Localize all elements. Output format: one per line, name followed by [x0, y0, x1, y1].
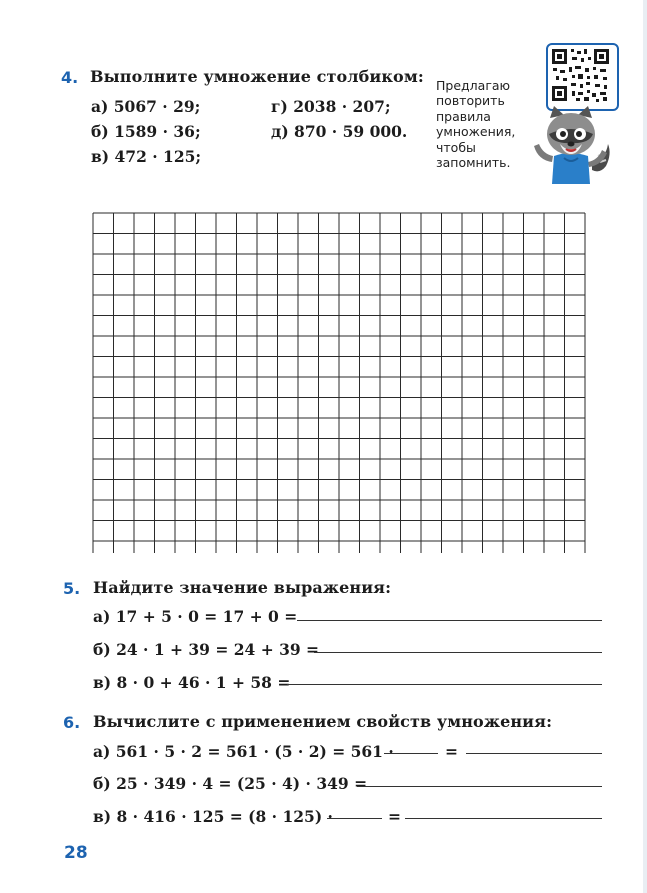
answer-line-6a[interactable] [466, 753, 602, 754]
qr-code-graphic [548, 45, 613, 105]
task6-title: Вычислите с применением свойств умножения: [93, 712, 553, 731]
answer-line-5v[interactable] [287, 684, 602, 685]
task4-item-g: г) 2038 · 207; [271, 97, 391, 116]
callout-line: повторить [436, 93, 505, 109]
mascot-callout [436, 78, 515, 170]
answer-line-6v-blank[interactable] [327, 818, 382, 819]
answer-line-6a-blank[interactable] [384, 753, 438, 754]
callout-line: правила [436, 108, 491, 124]
callout-line: умножения, [436, 124, 516, 140]
answer-line-5b[interactable] [314, 652, 602, 653]
answer-line-5a[interactable] [297, 620, 602, 621]
answer-grid[interactable] [92, 212, 588, 553]
task5-item-v: в) 8 · 0 + 46 · 1 + 58 = [93, 673, 291, 692]
task5-number: 5. [63, 579, 81, 598]
raccoon-mascot-icon [530, 104, 612, 186]
answer-line-6b[interactable] [357, 786, 602, 787]
task6-item-v: в) 8 · 416 · 125 = (8 · 125) · [93, 807, 333, 826]
task6-item-a: а) 561 · 5 · 2 = 561 · (5 · 2) = 561 · [93, 742, 394, 761]
page-number: 28 [64, 843, 88, 863]
task4-item-v: в) 472 · 125; [91, 147, 202, 166]
task6-item-a-equals: = [445, 742, 458, 761]
page-edge [643, 0, 647, 893]
task6-number: 6. [63, 713, 81, 732]
task4-item-d: д) 870 · 59 000. [271, 122, 408, 141]
task6-item-v-equals: = [388, 807, 401, 826]
task4-item-a: а) 5067 · 29; [91, 97, 201, 116]
task4-number: 4. [61, 68, 79, 87]
task5-item-a: а) 17 + 5 · 0 = 17 + 0 = [93, 607, 298, 626]
task4-title: Выполните умножение столбиком: [90, 67, 424, 86]
task4-item-b: б) 1589 · 36; [91, 122, 201, 141]
task5-title: Найдите значение выражения: [93, 578, 392, 597]
answer-line-6v[interactable] [405, 818, 602, 819]
callout-line: Предлагаю [436, 78, 511, 93]
task6-item-b: б) 25 · 349 · 4 = (25 · 4) · 349 = [93, 774, 368, 793]
qr-code-icon[interactable] [546, 43, 619, 111]
callout-line: запомнить. [436, 155, 511, 171]
task5-item-b: б) 24 · 1 + 39 = 24 + 39 = [93, 640, 320, 659]
callout-line: чтобы [436, 139, 476, 155]
